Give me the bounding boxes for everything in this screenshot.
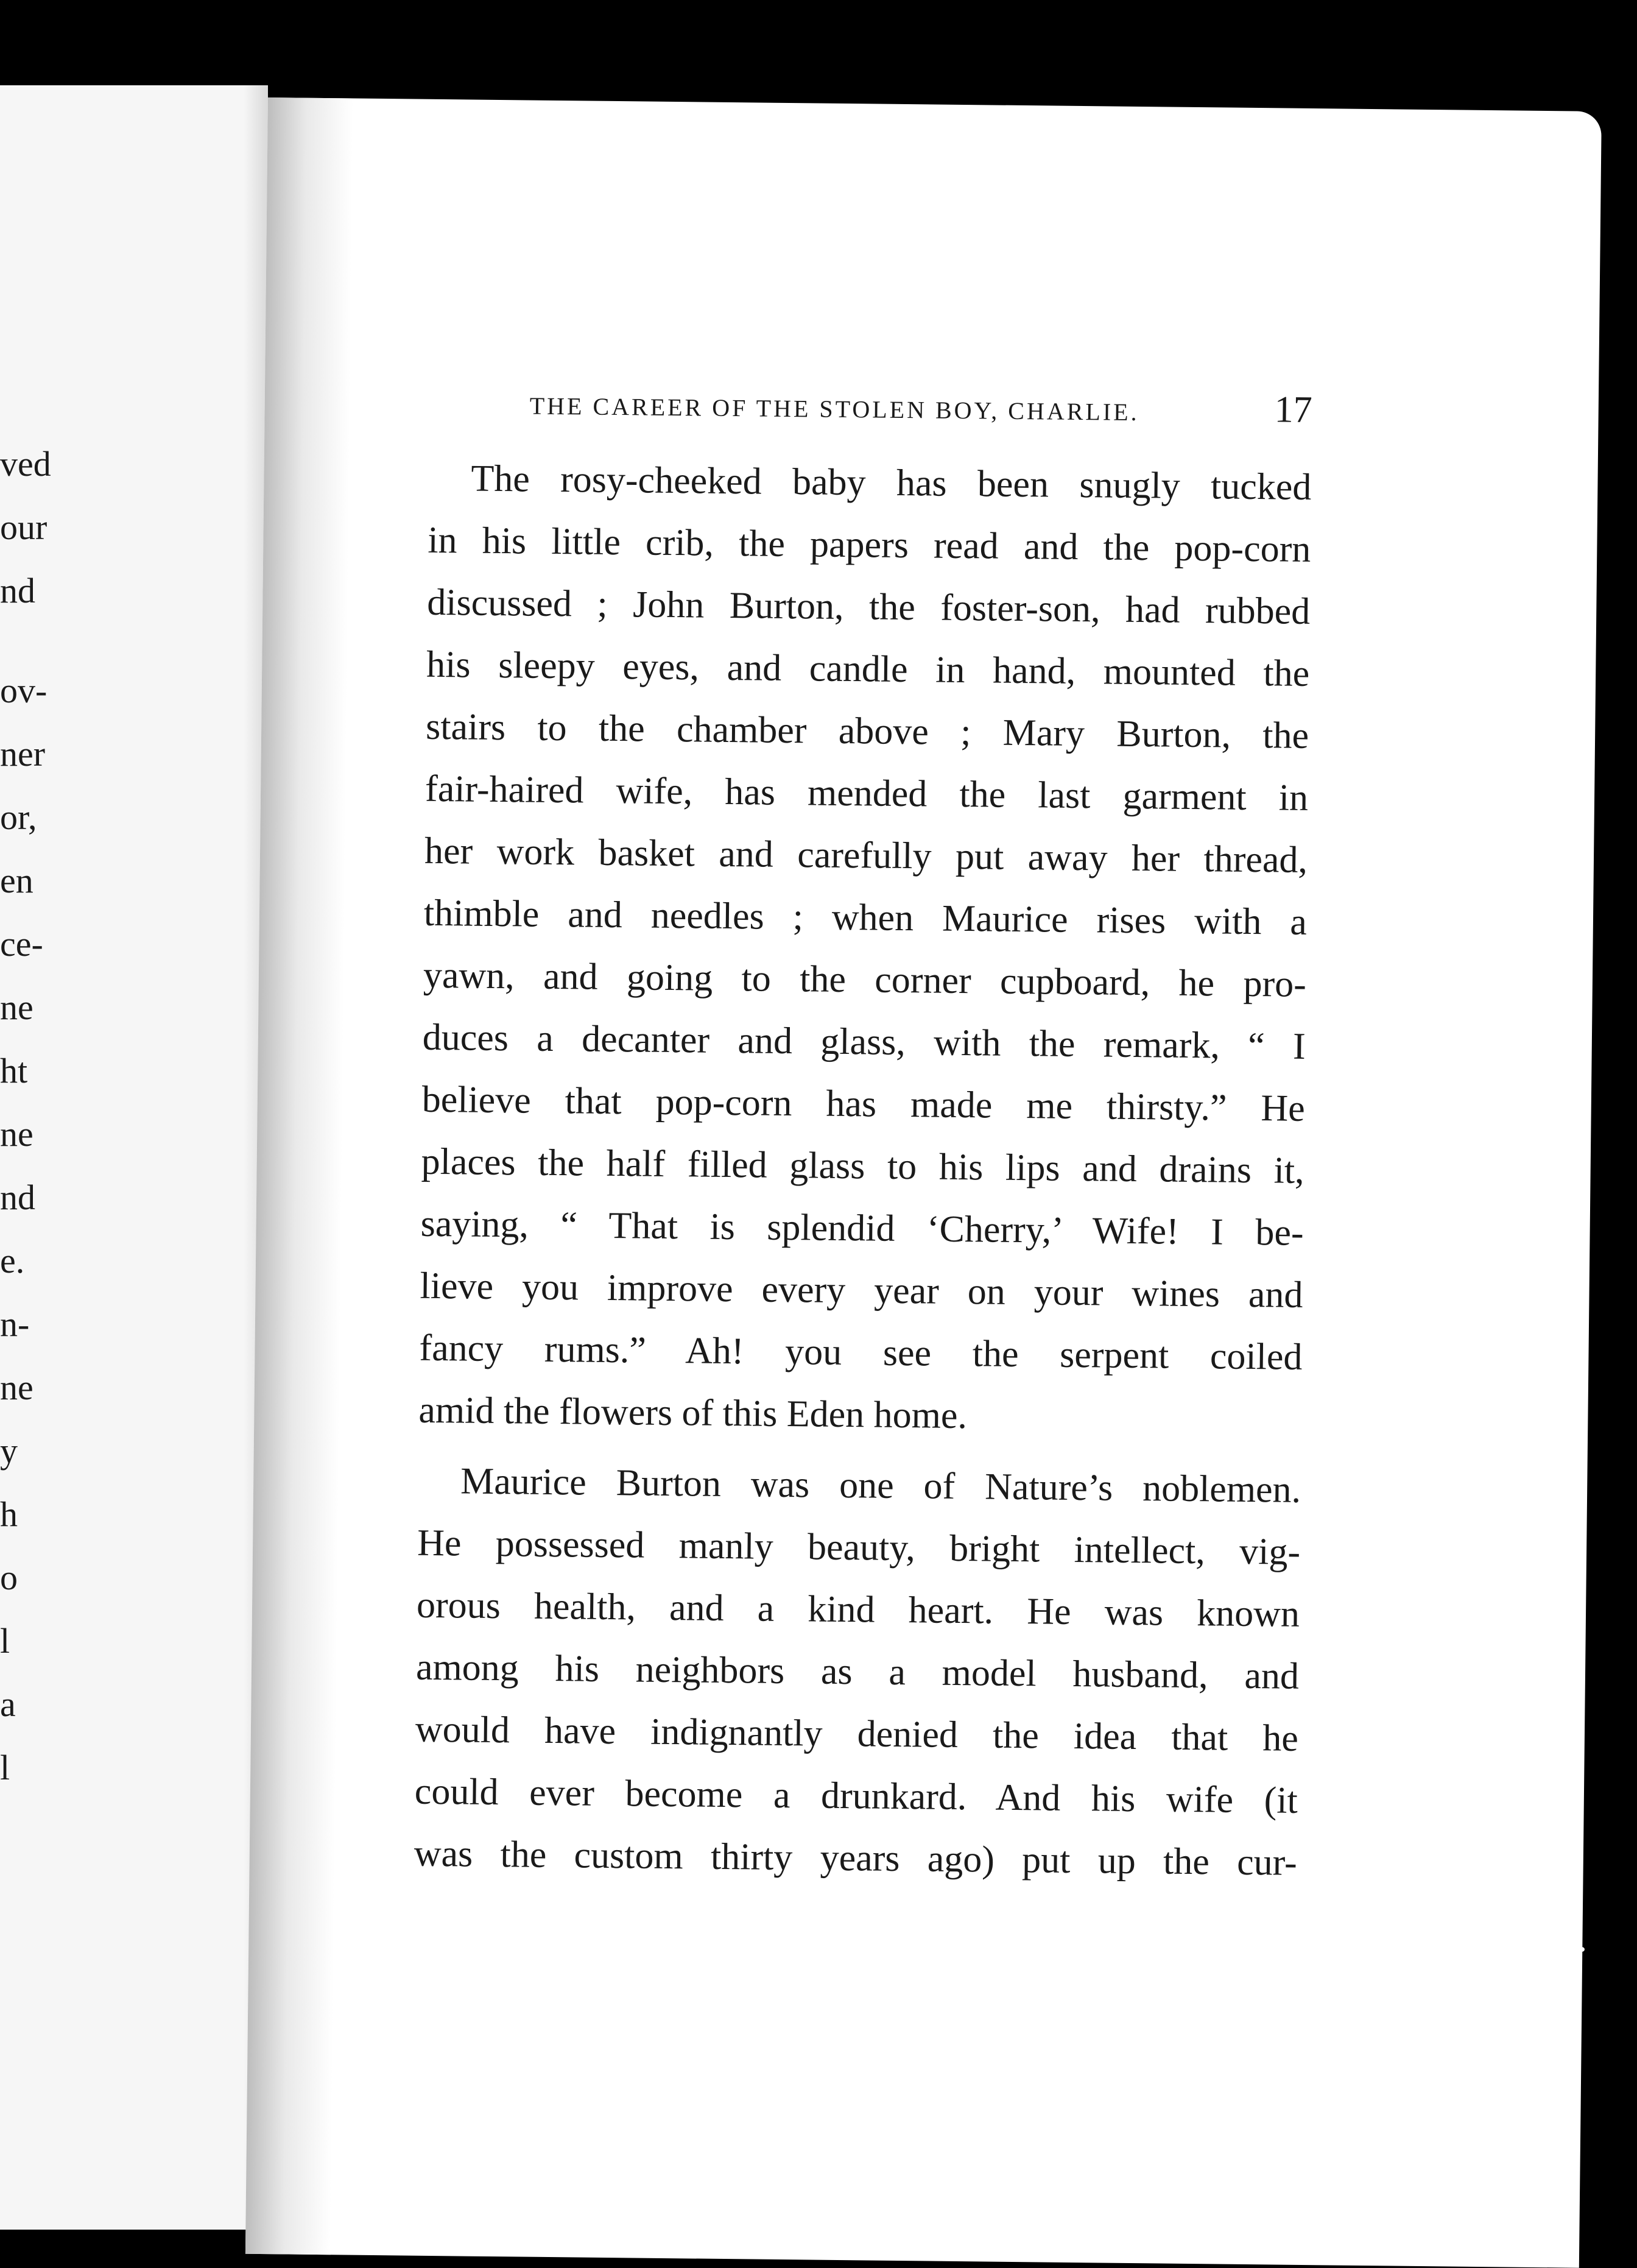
left-fragment: ce- — [0, 924, 43, 964]
text-line: in his little crib, the papers read and the pop-corn — [428, 519, 1311, 570]
left-fragment: ht — [0, 1051, 28, 1090]
scan-speck — [1579, 1947, 1585, 1952]
left-fragment: ne — [0, 987, 33, 1027]
text-line: saying, “ That is splendid ‘Cherry,’ Wife! I be- — [420, 1203, 1304, 1254]
left-page — [0, 85, 268, 2230]
text-line: thimble and needles ; when Maurice rises with a — [423, 892, 1308, 943]
text-line: stairs to the chamber above ; Mary Burton, the — [425, 705, 1309, 757]
left-fragment: a — [0, 1684, 16, 1724]
page-number: 17 — [1274, 389, 1313, 431]
text-line: believe that pop-corn has made me thirsty.” He — [421, 1078, 1306, 1129]
left-fragment: e. — [0, 1241, 25, 1281]
text-line: could ever become a drunkard. And his wife (it — [414, 1770, 1298, 1821]
text-line: lieve you improve every year on your wines and — [420, 1265, 1303, 1316]
right-page — [245, 97, 1602, 2268]
left-page-text-fragments — [0, 433, 67, 1800]
text-line: duces a decanter and glass, with the remark, “ I — [422, 1016, 1306, 1067]
left-fragment: ne — [0, 1114, 33, 1154]
text-line: Maurice Burton was one of Nature’s noblemen. — [460, 1460, 1301, 1511]
paragraph-2 — [414, 1450, 1301, 1894]
left-fragment: en — [0, 861, 33, 900]
left-fragment: ne — [0, 1368, 33, 1407]
page-content — [414, 380, 1312, 1894]
paragraph-1 — [418, 447, 1312, 1450]
left-fragment: l — [0, 1748, 10, 1787]
left-fragment: o — [0, 1558, 18, 1597]
left-fragment: our — [0, 507, 48, 547]
text-line: amid the flowers of this Eden home. — [418, 1389, 968, 1437]
left-fragment: ner — [0, 734, 46, 774]
left-fragment: nd — [0, 571, 35, 610]
left-fragment: nd — [0, 1178, 35, 1217]
left-fragment: ved — [0, 444, 51, 484]
text-line: fancy rums.” Ah! you see the serpent coiled — [419, 1327, 1303, 1378]
text-line: He possessed manly beauty, bright intellect, vig- — [417, 1522, 1301, 1573]
left-fragment: h — [0, 1494, 18, 1534]
text-line: yawn, and going to the corner cupboard, he pro- — [423, 954, 1307, 1005]
running-head-title: THE CAREER OF THE STOLEN BOY, CHARLIE. — [529, 392, 1139, 426]
text-line: her work basket and carefully put away her thread, — [424, 830, 1308, 881]
text-line: orous health, and a kind heart. He was known — [416, 1584, 1300, 1635]
left-paragraph-gap — [0, 623, 67, 659]
left-fragment: y — [0, 1431, 18, 1471]
running-head — [429, 380, 1312, 432]
text-line: discussed ; John Burton, the foster-son, had rubbed — [426, 581, 1311, 632]
text-line: among his neighbors as a model husband, and — [415, 1646, 1300, 1697]
text-line: places the half filled glass to his lips and drains it, — [421, 1140, 1304, 1192]
left-fragment: l — [0, 1621, 10, 1661]
text-line: would have indignantly denied the idea that he — [415, 1708, 1299, 1759]
left-fragment: ov- — [0, 671, 48, 710]
left-fragment: n- — [0, 1304, 30, 1344]
text-line: fair-haired wife, has mended the last garment in — [424, 768, 1309, 819]
left-fragment: or, — [0, 797, 37, 837]
text-line: The rosy-cheeked baby has been snugly tucked — [471, 457, 1312, 508]
text-line: his sleepy eyes, and candle in hand, mounted the — [426, 643, 1310, 694]
text-line: was the custom thirty years ago) put up the cur- — [414, 1832, 1298, 1884]
